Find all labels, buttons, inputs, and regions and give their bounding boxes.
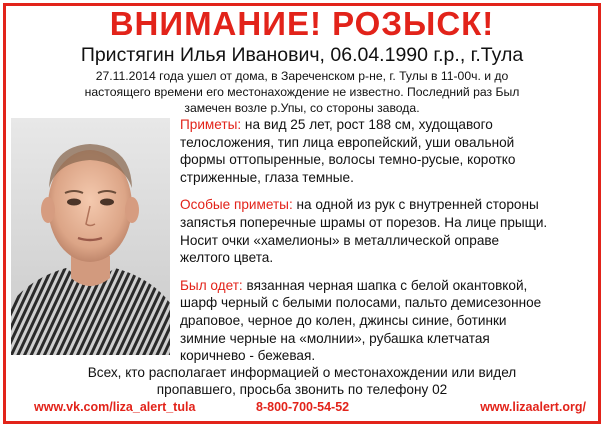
person-photo bbox=[11, 118, 170, 355]
description-block bbox=[180, 116, 594, 375]
description-line: желтого цвета. bbox=[180, 250, 274, 266]
signs-section bbox=[180, 116, 594, 186]
description-line bbox=[180, 196, 594, 214]
description-text: на одной из рук с внутренней стороны bbox=[292, 197, 539, 213]
appeal-line: Всех, кто располагает информацией о местонахождении или видел bbox=[87, 365, 517, 380]
description-line: драповое, черное до колен, джинсы синие, ботинки bbox=[180, 312, 507, 328]
website-link[interactable]: www.lizaalert.org/ bbox=[480, 400, 586, 414]
description-line: стриженные, глаза темные. bbox=[180, 169, 354, 185]
appeal-line: пропавшего, просьба звонить по телефону 02 bbox=[156, 382, 448, 397]
poster-title: ВНИМАНИЕ! РОЗЫСК! bbox=[109, 5, 495, 42]
section-label: Приметы: bbox=[180, 117, 242, 132]
description-text: на вид 25 лет, рост 188 см, худощавого bbox=[241, 117, 493, 132]
description-line: телосложения, тип лица европейский, уши овальной bbox=[180, 134, 515, 150]
clothing-section bbox=[180, 277, 594, 365]
special-signs-section bbox=[180, 196, 594, 266]
vk-link[interactable]: www.vk.com/liza_alert_tula bbox=[34, 400, 196, 414]
description-line: Носит очки «хамелионы» в металлической оправе bbox=[180, 232, 500, 248]
description-line: зимние черные на «молнии», рубашка клетчатая bbox=[180, 330, 490, 346]
description-text: вязанная черная шапка с белой окантовкой, bbox=[242, 277, 528, 293]
description-line bbox=[180, 116, 594, 134]
section-label: Особые приметы: bbox=[180, 197, 293, 213]
intro-line: 27.11.2014 года ушел от дома, в Зареченском р-не, г. Тулы в 11-00ч. и до bbox=[95, 69, 509, 83]
description-line: коричнево - бежевая. bbox=[180, 348, 316, 364]
description-line: формы оттопыренные, волосы темно-русые, коротко bbox=[180, 152, 516, 168]
intro-line: настоящего времени его местонахождение не известно. Последний раз Был bbox=[84, 85, 520, 99]
description-line bbox=[180, 277, 594, 295]
section-label: Был одет: bbox=[180, 277, 243, 293]
description-line: шарф черный с белыми полосами, пальто демисезонное bbox=[180, 295, 542, 311]
intro-text bbox=[40, 68, 564, 116]
person-name: Пристягин Илья Иванович, 06.04.1990 г.р., г.Тула bbox=[80, 44, 524, 66]
description-line: запястья поперечные шрамы от порезов. На лице прыщи. bbox=[180, 214, 548, 230]
intro-line: замечен возле р.Упы, со стороны завода. bbox=[184, 101, 420, 115]
hotline-phone: 8-800-700-54-52 bbox=[256, 400, 350, 414]
appeal-text bbox=[0, 364, 604, 398]
